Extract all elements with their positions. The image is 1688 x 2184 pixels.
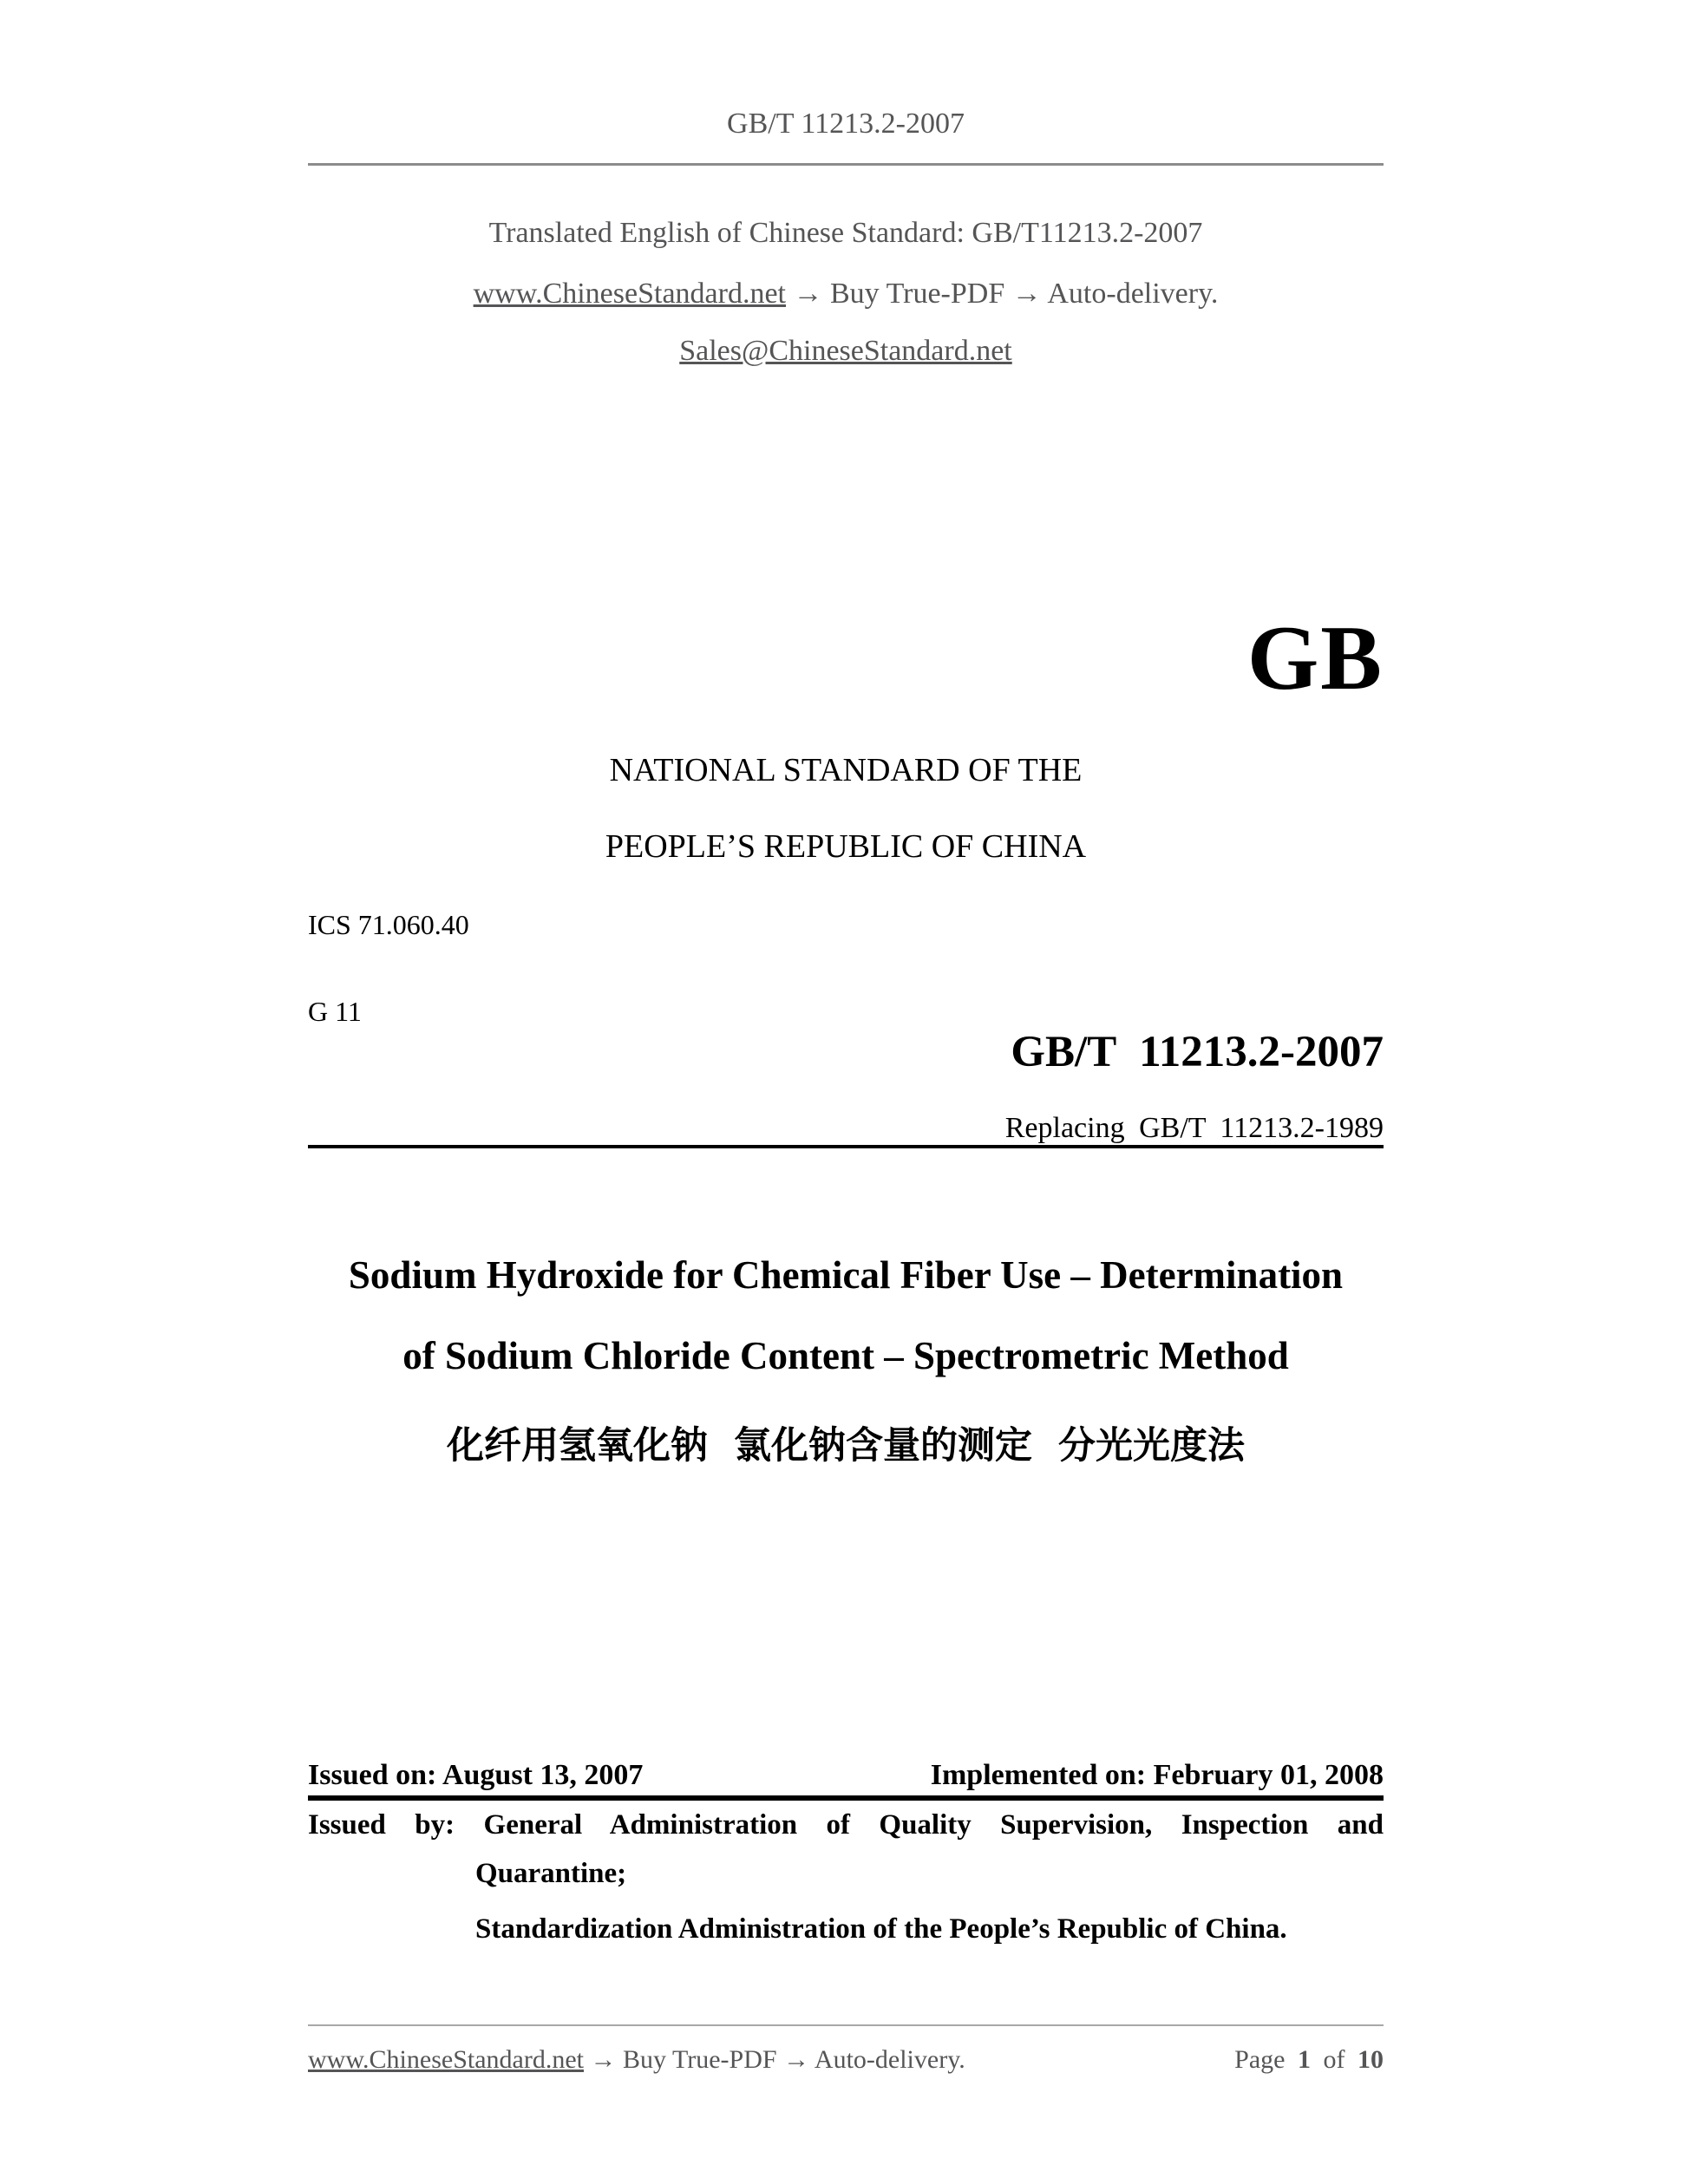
page-indicator — [1234, 2045, 1384, 2075]
title-en-line2: of Sodium Chloride Content – Spectrometric Method — [402, 1334, 1289, 1377]
footer-rule — [308, 2024, 1384, 2026]
intro-buy-text: → Buy True-PDF → Auto-delivery. — [786, 278, 1219, 310]
title-chinese: 化纤用氢氧化钠 氯化钠含量的测定 分光光度法 — [447, 1425, 1245, 1467]
page-number: 1 — [1298, 2045, 1311, 2074]
intro-line-buy — [308, 278, 1384, 311]
header-rule — [308, 163, 1384, 166]
website-link[interactable]: www.ChineseStandard.net — [473, 278, 786, 310]
issued-by-standardization: Standardization Administration of the People’s Republic of China. — [475, 1913, 1287, 1945]
gb-emblem: GB — [1246, 607, 1384, 709]
footer-row — [308, 2045, 1384, 2075]
doc-class-code: G 11 — [308, 996, 362, 1027]
page-label: Page — [1234, 2045, 1286, 2074]
header-standard-code: GB/T 11213.2-2007 — [727, 108, 965, 140]
sales-link[interactable]: Sales@ChineseStandard.net — [679, 335, 1012, 367]
issued-on-date: Issued on: August 13, 2007 — [308, 1759, 644, 1791]
issuance-dates-row — [308, 1759, 1384, 1792]
footer-buy-text: → Buy True-PDF → Auto-delivery. — [584, 2045, 965, 2074]
national-standard-line2: PEOPLE’S REPUBLIC OF CHINA — [605, 828, 1087, 865]
issued-divider-rule — [308, 1795, 1384, 1801]
of-label: of — [1323, 2045, 1345, 2074]
standard-divider-rule — [308, 1145, 1384, 1148]
footer-site-link[interactable]: www.ChineseStandard.net — [308, 2045, 584, 2074]
footer-buy-line — [308, 2045, 965, 2075]
intro-line-sales — [308, 335, 1384, 368]
page-total: 10 — [1358, 2045, 1384, 2074]
standard-number: GB/T 11213.2-2007 — [1011, 1028, 1384, 1076]
national-standard-line1: NATIONAL STANDARD OF THE — [609, 752, 1083, 788]
title-en-line1: Sodium Hydroxide for Chemical Fiber Use – Determination — [348, 1253, 1344, 1297]
intro-line-translated: Translated English of Chinese Standard: GB/T11213.2-2007 — [488, 217, 1203, 249]
issued-by-line1: Issued by: General Administration of Quality Supervision, Inspection and — [308, 1809, 1384, 1841]
replacing-note: Replacing GB/T 11213.2-1989 — [1004, 1112, 1384, 1144]
implemented-on-date: Implemented on: February 01, 2008 — [930, 1759, 1384, 1791]
ics-code: ICS 71.060.40 — [308, 909, 469, 940]
issued-by-quarantine: Quarantine; — [475, 1858, 627, 1889]
